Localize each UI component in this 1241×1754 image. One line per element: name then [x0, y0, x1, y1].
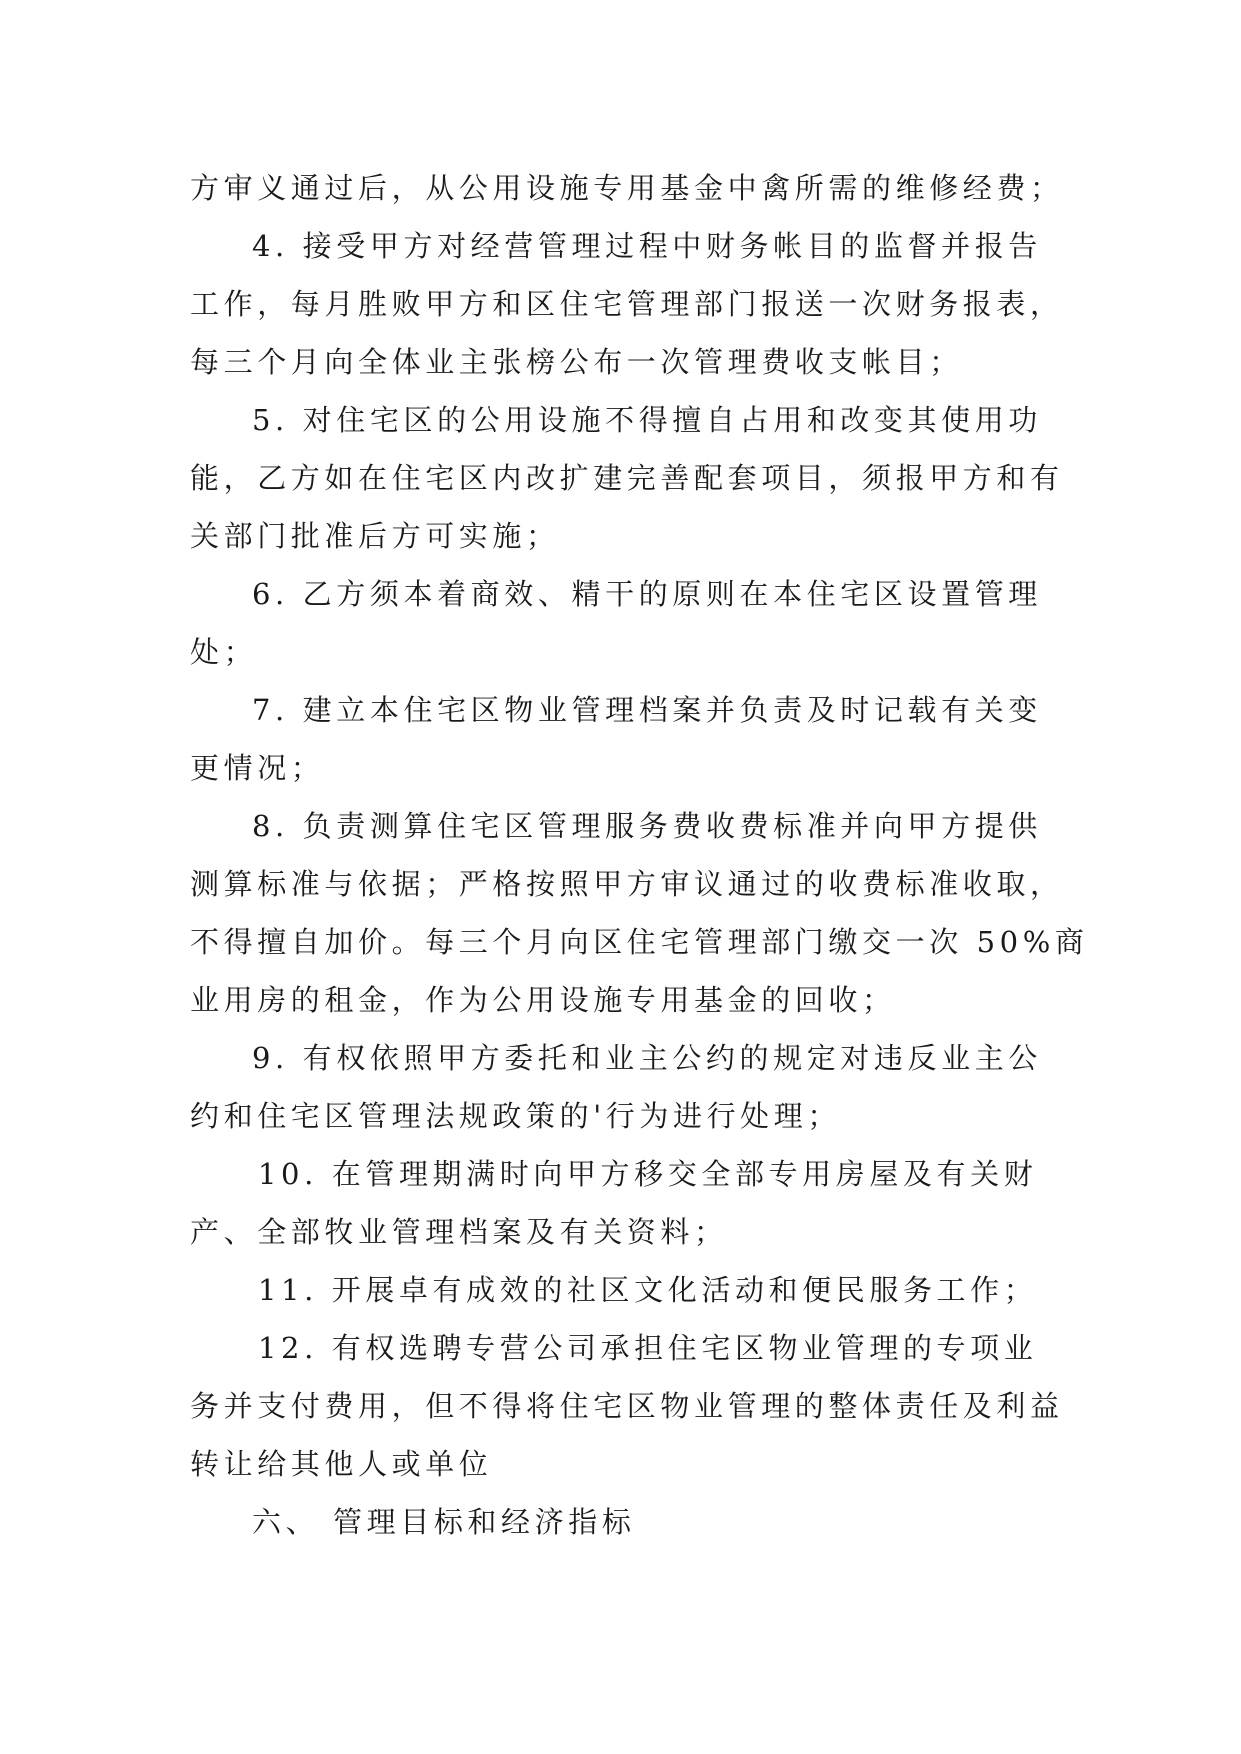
- section-heading: 六、 管理目标和经济指标: [252, 1505, 636, 1539]
- text-line: 11. 开展卓有成效的社区文化活动和便民服务工作；: [258, 1273, 1038, 1307]
- text-line: 工作，每月胜败甲方和区住宅管理部门报送一次财务报表，: [190, 287, 1064, 321]
- text-line: 6. 乙方须本着商效、精干的原则在本住宅区设置管理: [252, 577, 1042, 611]
- text-line: 每三个月向全体业主张榜公布一次管理费收支帐目；: [190, 345, 963, 379]
- text-line: 测算标准与依据；严格按照甲方审议通过的收费标准收取，: [190, 867, 1064, 901]
- text-line: 9. 有权依照甲方委托和业主公约的规定对违反业主公: [252, 1041, 1042, 1075]
- text-line: 不得擅自加价。每三个月向区住宅管理部门缴交一次 50%商: [190, 925, 1089, 959]
- text-line: 7. 建立本住宅区物业管理档案并负责及时记载有关变: [252, 693, 1042, 727]
- text-line: 处；: [190, 635, 258, 669]
- text-line: 8. 负责测算住宅区管理服务费收费标准并向甲方提供: [252, 809, 1042, 843]
- text-line: 10. 在管理期满时向甲方移交全部专用房屋及有关财: [258, 1157, 1038, 1191]
- text-line: 更情况；: [190, 751, 325, 785]
- text-line: 转让给其他人或单位: [190, 1447, 493, 1481]
- text-line: 12. 有权选聘专营公司承担住宅区物业管理的专项业: [258, 1331, 1038, 1365]
- text-line: 方审义通过后，从公用设施专用基金中禽所需的维修经费；: [190, 171, 1064, 205]
- text-line: 5. 对住宅区的公用设施不得擅自占用和改变其使用功: [252, 403, 1042, 437]
- text-line: 4. 接受甲方对经营管理过程中财务帐目的监督并报告: [252, 229, 1042, 263]
- text-line: 约和住宅区管理法规政策的'行为进行处理；: [190, 1099, 841, 1133]
- text-line: 能，乙方如在住宅区内改扩建完善配套项目，须报甲方和有: [190, 461, 1064, 495]
- text-line: 关部门批准后方可实施；: [190, 519, 560, 553]
- text-line: 务并支付费用，但不得将住宅区物业管理的整体责任及利益: [190, 1389, 1064, 1423]
- text-line: 业用房的租金，作为公用设施专用基金的回收；: [190, 983, 896, 1017]
- text-line: 产、全部牧业管理档案及有关资料；: [190, 1215, 728, 1249]
